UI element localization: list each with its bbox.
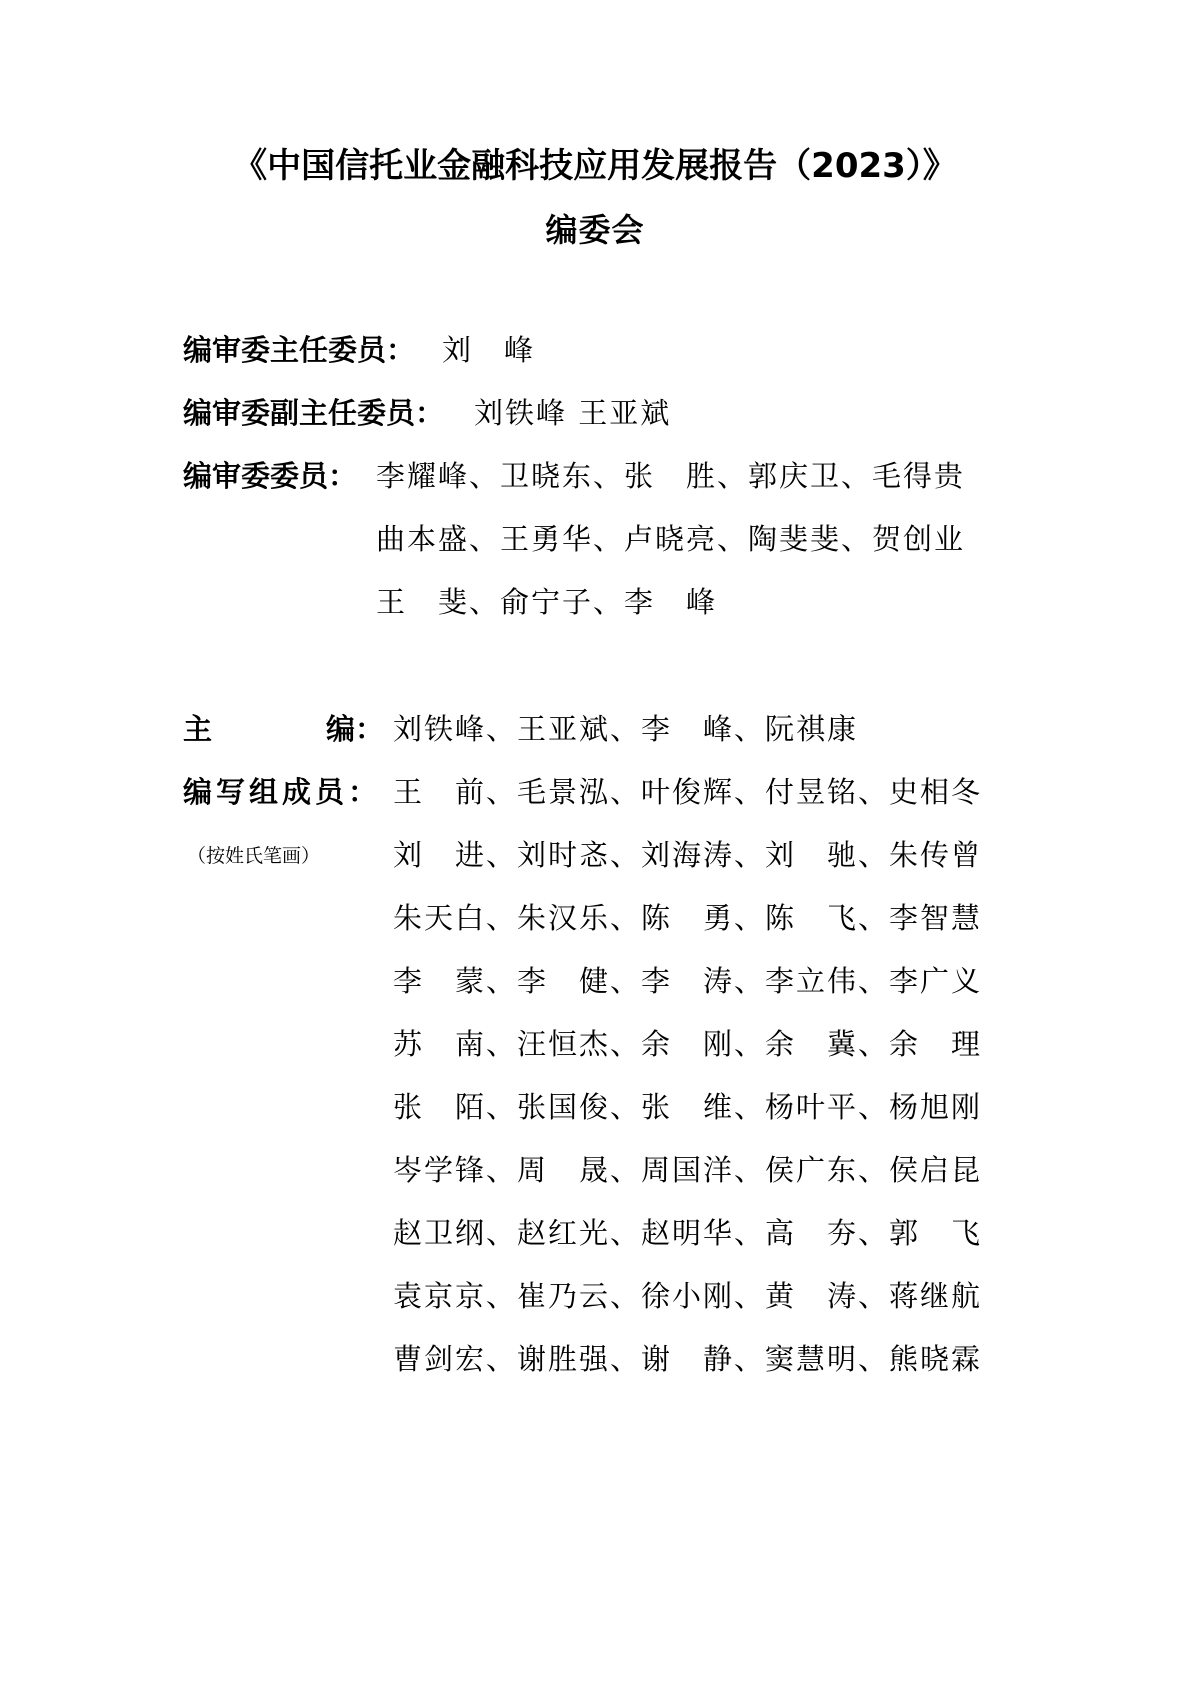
writers-label: 编写组成员：: [183, 775, 382, 809]
writers-line: 岑学锋、周 晟、周国洋、侯广东、侯启昆: [393, 1153, 983, 1187]
writers-line: 苏 南、汪恒杰、余 刚、余 冀、余 理: [393, 1027, 983, 1061]
deputy-director-value: 刘铁峰 王亚斌: [474, 396, 672, 430]
writers-line: 李 蒙、李 健、李 涛、李立伟、李广义: [393, 964, 983, 998]
writers-line: 王 前、毛景泓、叶俊辉、付昱铭、史相冬: [393, 775, 983, 809]
document-title: 《中国信托业金融科技应用发展报告（2023）》: [233, 146, 957, 186]
members-line: 李耀峰、卫晓东、张 胜、郭庆卫、毛得贵: [376, 459, 966, 493]
writers-line: 朱天白、朱汉乐、陈 勇、陈 飞、李智慧: [393, 901, 983, 935]
writers-line: 张 陌、张国俊、张 维、杨叶平、杨旭刚: [393, 1090, 983, 1124]
members-line: 王 斐、俞宁子、李 峰: [376, 585, 718, 619]
director-value: 刘 峰: [442, 333, 536, 367]
chief-editor-value: 刘铁峰、王亚斌、李 峰、阮祺康: [393, 712, 859, 746]
writers-line: 曹剑宏、谢胜强、谢 静、窦慧明、熊晓霖: [393, 1342, 983, 1376]
chief-editor-label-left: 主: [183, 712, 213, 746]
director-label: 编审委主任委员：: [183, 333, 416, 367]
writers-line: 袁京京、崔乃云、徐小刚、黄 涛、蒋继航: [393, 1279, 983, 1313]
writers-sort-note: （按姓氏笔画）: [187, 845, 321, 867]
members-line: 曲本盛、王勇华、卢晓亮、陶斐斐、贺创业: [376, 522, 966, 556]
deputy-director-label: 编审委副主任委员：: [183, 396, 445, 430]
members-label: 编审委委员：: [183, 459, 358, 493]
writers-line: 刘 进、刘时忞、刘海涛、刘 驰、朱传曾: [393, 838, 983, 872]
chief-editor-label-right: 编：: [326, 712, 385, 746]
writers-line: 赵卫纲、赵红光、赵明华、高 夯、郭 飞: [393, 1216, 983, 1250]
document-subtitle: 编委会: [545, 211, 645, 249]
